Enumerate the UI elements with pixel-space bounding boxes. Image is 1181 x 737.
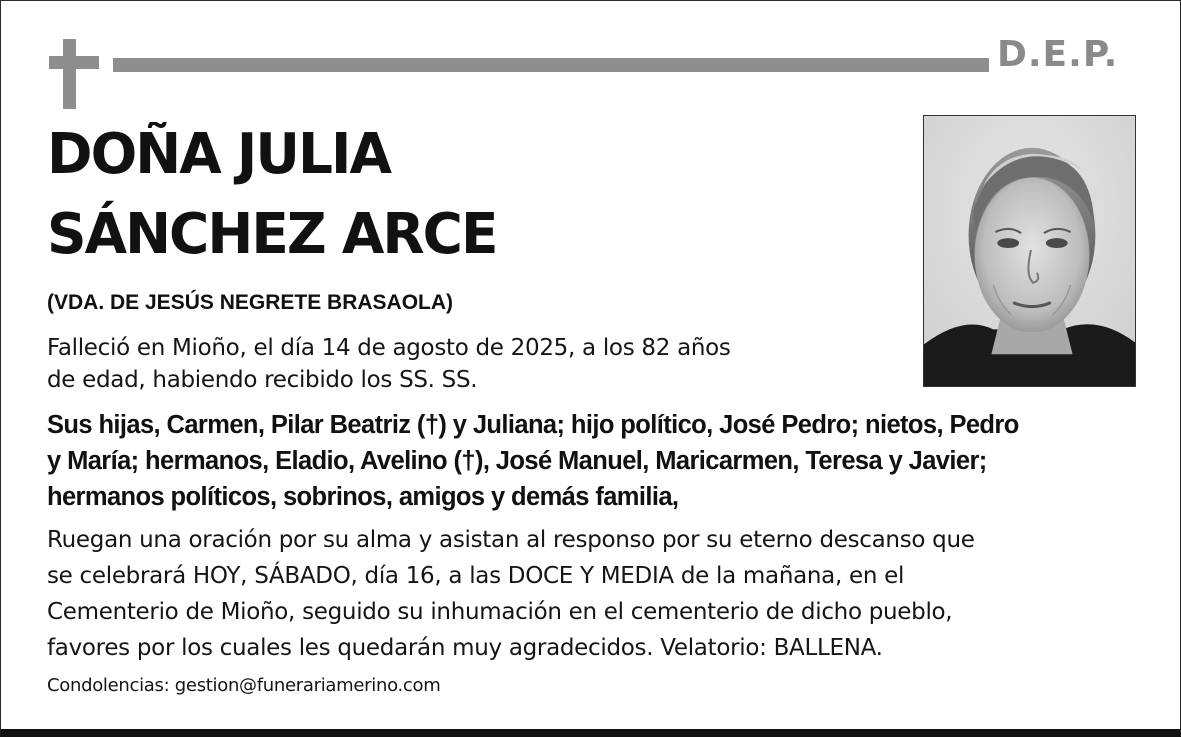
death-announcement [47, 332, 847, 396]
family-line: hermanos políticos, sobrinos, amigos y demás familia, [47, 483, 679, 511]
header-rule [113, 58, 989, 72]
funeral-request [47, 522, 1147, 666]
family-line: y María; hermanos, Eladio, Avelino (†), José Manuel, Maricarmen, Teresa y Javier; [47, 447, 987, 475]
deceased-name [47, 115, 496, 275]
intro-line: de edad, habiendo recibido los SS. SS. [47, 367, 478, 393]
widow-note: (VDA. DE JESÚS NEGRETE BRASAOLA) [47, 291, 454, 314]
request-line: favores por los cuales les quedarán muy agradecidos. Velatorio: BALLENA. [47, 635, 883, 661]
dep-label: D.E.P. [997, 34, 1119, 75]
request-line: se celebrará HOY, SÁBADO, día 16, a las DOCE Y MEDIA de la mañana, en el [47, 563, 905, 589]
name-line-2: SÁNCHEZ ARCE [47, 202, 497, 267]
request-line: Ruegan una oración por su alma y asistan al responso por su eterno descanso que [47, 527, 975, 553]
request-line: Cementerio de Mioño, seguido su inhumación en el cementerio de dicho pueblo, [47, 599, 953, 625]
portrait-photo [923, 115, 1136, 387]
family-line: Sus hijas, Carmen, Pilar Beatriz (†) y Juliana; hijo político, José Pedro; nietos, Pedro [47, 411, 1019, 439]
intro-line: Falleció en Mioño, el día 14 de agosto de 2025, a los 82 años [47, 335, 731, 361]
condolences-contact: Condolencias: gestion@funerariamerino.com [47, 675, 441, 696]
name-line-1: DOÑA JULIA [47, 122, 390, 187]
family-list [47, 407, 1147, 515]
portrait-image [924, 116, 1135, 386]
